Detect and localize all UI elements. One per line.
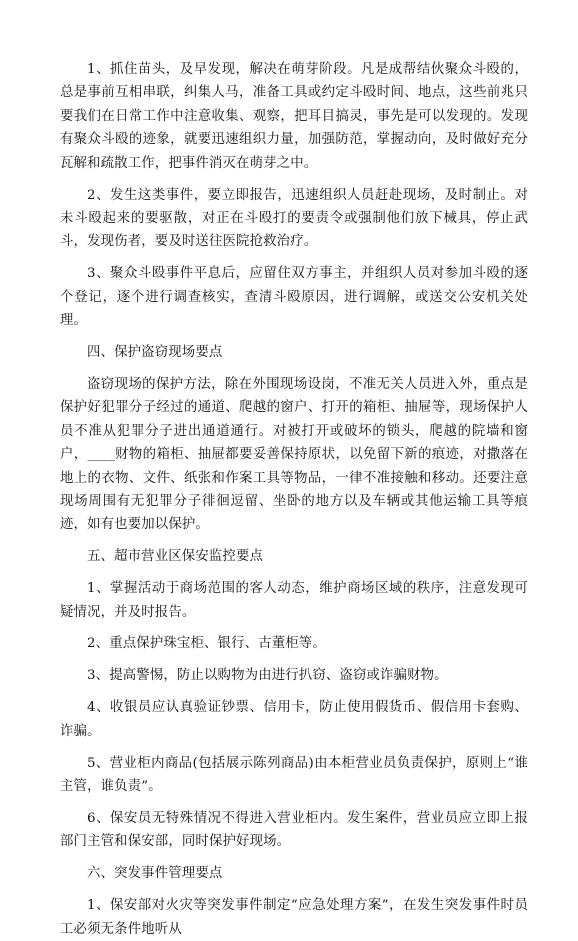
section-heading-5: 五、超市营业区保安监控要点 <box>87 549 264 565</box>
paragraph-1: 1、抓住苗头，及早发现，解决在萌芽阶段。凡是成帮结伙聚众斗殴的，总是事前互相串联，纠集人马，准备工具或约定斗殴时间、地点，这些前兆只要我们在日常工作中注意收集、观察，把耳目搞灵，事先是可以发现的。发现有聚众斗殴的迹象，就要迅速组织力量，加强防范，掌握动向，及时做好充分瓦解和疏散工作，把事件消灭在萌芽之中。 <box>60 62 528 171</box>
paragraph-4: 盗窃现场的保护方法，除在外围现场设岗，不准无关人员进入外，重点是保护好犯罪分子经过的通道、爬越的窗户、打开的箱柜、抽屉等，现场保护人员不准从犯罪分子进出通道通行。对被打开或破坏的锁头，爬越的院墙和窗户，____财物的箱柜、抽屉都要妥善保持原状，以免留下新的痕迹，对撒落在地上的衣物、文件、纸张和作案工具等物品，一律不准接触和移动。还要注意现场周围有无犯罪分子徘徊逗留、坐卧的地方以及车辆或其他运输工具等痕迹，如有也要加以保护。 <box>60 376 528 533</box>
paragraph-5-2: 2、重点保护珠宝柜、银行、古董柜等。 <box>87 636 326 652</box>
paragraph-5-4: 4、收银员应认真验证钞票、信用卡，防止使用假货币、假信用卡套购、诈骗。 <box>60 700 528 739</box>
paragraph-6-1: 1、保安部对火灾等突发事件制定“应急处理方案”，在发生突发事件时员工必须无条件地听从 <box>60 898 528 937</box>
paragraph-2: 2、发生这类事件，要立即报告，迅速组织人员赶赴现场，及时制止。对未斗殴起来的要驱散，对正在斗殴打的要责令或强制他们放下械具，停止武斗，发现伤者，要及时送往医院抢救治疗。 <box>60 187 528 250</box>
paragraph-3: 3、聚众斗殴事件平息后，应留住双方事主，并组织人员对参加斗殴的逐个登记，逐个进行调查核实，查清斗殴原因，进行调解，或送交公安机关处理。 <box>60 266 528 329</box>
section-heading-4: 四、保护盗窃现场要点 <box>87 344 223 360</box>
paragraph-5-6: 6、保安员无特殊情况不得进入营业柜内。发生案件，营业员应立即上报部门主管和保安部，同时保护好现场。 <box>60 810 528 850</box>
paragraph-5-3: 3、提高警惕，防止以购物为由进行扒窃、盗窃或诈骗财物。 <box>87 668 448 684</box>
paragraph-5-1: 1、掌握活动于商场范围的客人动态，维护商场区域的秩序，注意发现可疑情况，并及时报告。 <box>60 581 528 620</box>
section-heading-6: 六、突发事件管理要点 <box>87 866 223 882</box>
paragraph-5-5: 5、营业柜内商品(包括展示陈列商品)由本柜营业员负责保护，原则上“谁主管，谁负责”。 <box>60 755 528 794</box>
